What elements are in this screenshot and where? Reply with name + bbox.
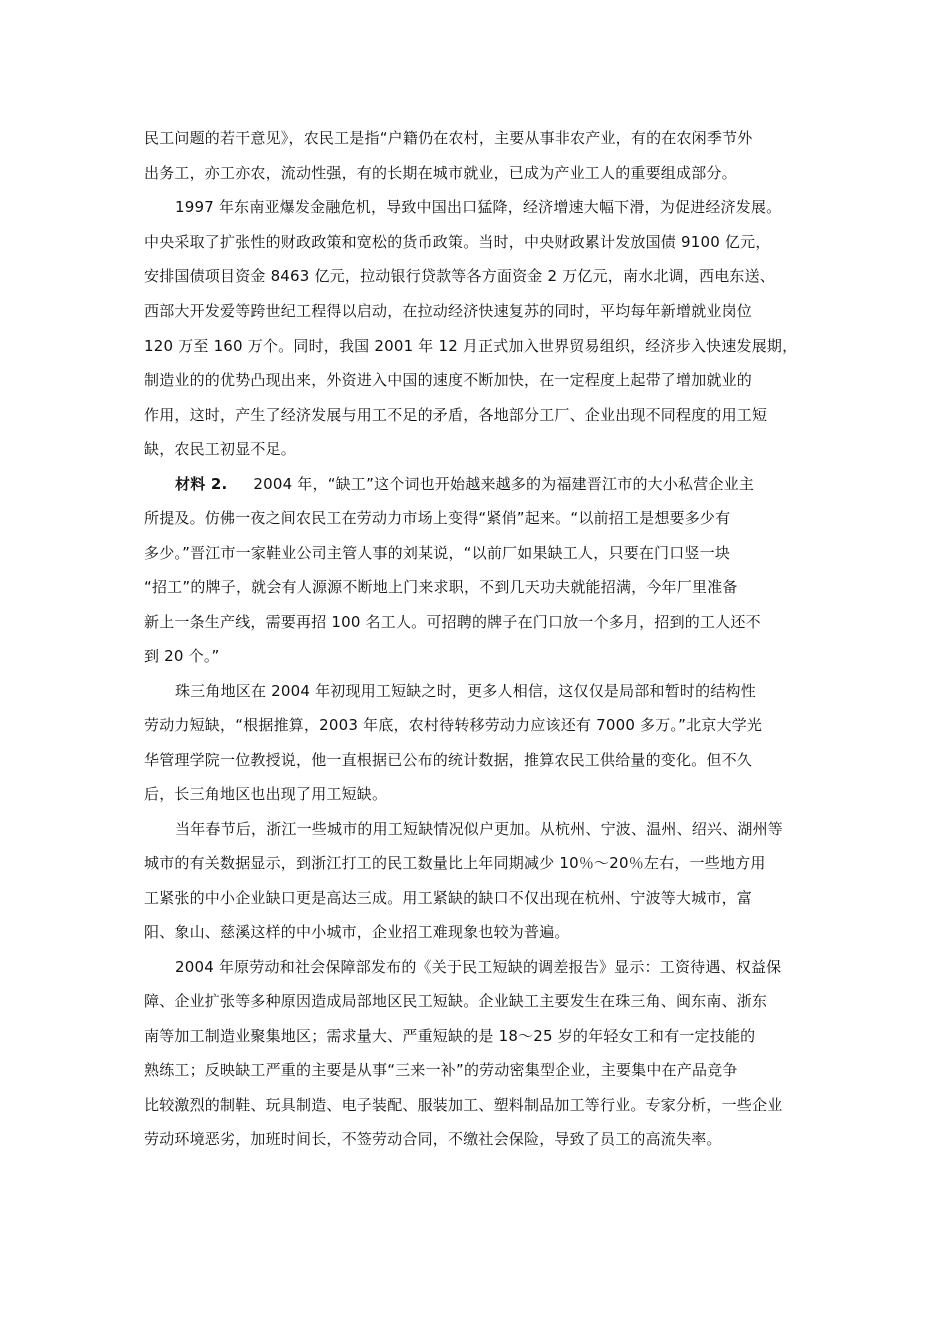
text-line: 珠三角地区在 2004 年初现用工短缺之时，更多人相信，这仅仅是局部和暂时的结构性	[175, 682, 756, 700]
text-line: 制造业的的优势凸现出来，外资进入中国的速度不断加快，在一定程度上起带了增加就业的	[144, 371, 753, 389]
text-line: 作用，这时，产生了经济发展与用工不足的矛盾，各地部分工厂、企业出现不同程度的用工短	[144, 406, 768, 424]
text-line: 中央采取了扩张性的财政政策和宽松的货币政策。当时，中央财政累计发放国债 9100 亿元，	[144, 233, 771, 251]
material-label: 材料 2.	[175, 475, 228, 493]
text-line: 1997 年东南亚爆发金融危机，导致中国出口猛降，经济增速大幅下滑，为促进经济发展。	[175, 198, 782, 216]
text-line: 到 20 个。”	[144, 647, 220, 665]
text-line: 阳、象山、慈溪这样的中小城市，企业招工难现象也较为普遍。	[144, 923, 570, 941]
text-line: 缺，农民工初显不足。	[144, 440, 297, 458]
text-line: 120 万至 160 万个。同时，我国 2001 年 12 月正式加入世界贸易组织，经济步入快速发展期，	[144, 337, 798, 355]
text-line: 新上一条生产线，需要再招 100 名工人。可招聘的牌子在门口放一个多月，招到的工人还不	[144, 613, 761, 631]
text-line: 2004 年，“缺工”这个词也开始越来越多的为福建晋江市的大小私营企业主	[253, 475, 755, 493]
text-line: 熟练工；反映缺工严重的主要是从事“三来一补”的劳动密集型企业，主要集中在产品竞争	[144, 1061, 738, 1079]
material-2-line	[175, 474, 754, 494]
text-line: 劳动环境恶劣，加班时间长，不签劳动合同，不缴社会保险，导致了员工的高流失率。	[144, 1130, 722, 1148]
text-line: 劳动力短缺，“根据推算，2003 年底，农村待转移劳动力应该还有 7000 多万。”北京大学光	[144, 716, 763, 734]
text-line: 安排国债项目资金 8463 亿元，拉动银行贷款等各方面资金 2 万亿元，南水北调，西电东送、	[144, 267, 775, 285]
text-line: 后，长三角地区也出现了用工短缺。	[144, 785, 388, 803]
text-line: 工紧张的中小企业缺口更是高达三成。用工紧缺的缺口不仅出现在杭州、宁波等大城市，富	[144, 889, 753, 907]
text-line: 出务工，亦工亦农，流动性强，有的长期在城市就业，已成为产业工人的重要组成部分。	[144, 164, 737, 182]
text-line: 华管理学院一位教授说，他一直根据已公布的统计数据，推算农民工供给量的变化。但不久	[144, 751, 753, 769]
text-line: 城市的有关数据显示，到浙江打工的民工数量比上年同期减少 10％～20％左右，一些地方用	[144, 854, 766, 872]
text-line: 多少。”晋江市一家鞋业公司主管人事的刘某说，“以前厂如果缺工人，只要在门口竖一块	[144, 544, 731, 562]
text-line: 障、企业扩张等多种原因造成局部地区民工短缺。企业缺工主要发生在珠三角、闽东南、浙东	[144, 992, 768, 1010]
text-line: 所提及。仿佛一夜之间农民工在劳动力市场上变得“紧俏”起来。“以前招工是想要多少有	[144, 509, 731, 527]
text-line: 2004 年原劳动和社会保障部发布的《关于民工短缺的调差报告》显示：工资待遇、权益保	[175, 958, 782, 976]
text-line: 西部大开发爱等跨世纪工程得以启动，在拉动经济快速复苏的同时，平均每年新增就业岗位	[144, 302, 753, 320]
text-line: 民工问题的若干意见》，农民工是指“户籍仍在农村，主要从事非农产业，有的在农闲季节外	[144, 129, 753, 147]
text-line: “招工”的牌子，就会有人源源不断地上门来求职，不到几天功夫就能招满，今年厂里准备	[144, 578, 738, 596]
text-line: 比较激烈的制鞋、玩具制造、电子装配、服装加工、塑料制品加工等行业。专家分析，一些企业	[144, 1096, 783, 1114]
text-line: 当年春节后，浙江一些城市的用工短缺情况似户更加。从杭州、宁波、温州、绍兴、湖州等	[175, 820, 784, 838]
text-line: 南等加工制造业聚集地区；需求量大、严重短缺的是 18～25 岁的年轻女工和有一定技能的	[144, 1027, 756, 1045]
